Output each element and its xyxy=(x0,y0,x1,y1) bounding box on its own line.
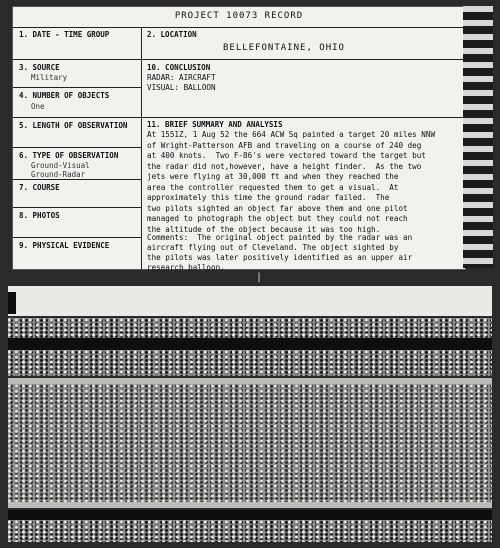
scan-noise-band xyxy=(8,350,492,376)
summary-line: area the controller requested them to get a visual. At xyxy=(147,182,399,192)
type-value-visual: Ground-Visual xyxy=(31,161,90,170)
row-divider xyxy=(13,207,141,208)
scan-dark-band xyxy=(8,510,492,520)
source-label: 3. SOURCE xyxy=(19,63,60,72)
record-title: PROJECT 10073 RECORD xyxy=(174,11,304,21)
scan-edge-strip xyxy=(463,6,493,268)
summary-line: managed to photograph the object but they could not reach xyxy=(147,214,408,223)
evidence-label: 9. PHYSICAL EVIDENCE xyxy=(19,241,110,250)
scan-artifact xyxy=(8,292,16,314)
row-divider xyxy=(141,117,465,118)
row-divider xyxy=(13,147,141,148)
scan-noise-band xyxy=(8,520,492,542)
conclusion-label: 10. CONCLUSION xyxy=(147,63,211,72)
objects-value: One xyxy=(31,102,45,111)
column-divider xyxy=(141,27,142,269)
source-value: Military xyxy=(31,73,68,82)
summary-line: approximately this time the ground radar failed. The xyxy=(147,193,390,202)
summary-line: of Wright-Patterson AFB and traveling on a course of 240 deg xyxy=(147,140,422,150)
summary-line: the radar did not,however, have a height finder. As the two xyxy=(147,161,422,171)
summary-label: 11. BRIEF SUMMARY AND ANALYSIS xyxy=(147,120,283,129)
conclusion-visual: VISUAL: BALLOON xyxy=(147,83,216,92)
conclusion-radar: RADAR: AIRCRAFT xyxy=(147,73,216,82)
date-label: 1. DATE - TIME GROUP xyxy=(19,30,110,39)
scan-noise-band xyxy=(8,318,492,338)
comments-line: the pilots was later positively identified as an upper air xyxy=(147,253,413,262)
summary-line: the altitude of the object because it was too high. xyxy=(147,224,381,234)
summary-line: at 400 knots. Two F-86's were vectored toward the target but xyxy=(147,151,426,160)
row-divider xyxy=(13,59,141,60)
comments-line: aircraft flying out of Cleveland. The object sighted by xyxy=(147,243,399,252)
row-divider xyxy=(13,117,141,118)
row-divider xyxy=(13,87,141,88)
row-divider xyxy=(13,179,141,180)
scan-dark-band xyxy=(8,338,492,350)
comments-line: Comments: The original object painted by the radar was an xyxy=(147,233,413,242)
row-divider xyxy=(13,237,141,238)
course-label: 7. COURSE xyxy=(19,183,60,192)
scan-blank-band xyxy=(8,286,492,316)
row-divider xyxy=(13,27,141,28)
location-label: 2. LOCATION xyxy=(147,30,197,39)
length-label: 5. LENGTH OF OBSERVATION xyxy=(19,121,128,130)
type-value-radar: Ground-Radar xyxy=(31,170,86,179)
summary-line: two pilots sighted an object far above them and one pilot xyxy=(147,203,408,213)
type-label: 6. TYPE OF OBSERVATION xyxy=(19,151,119,160)
summary-line: jets were flying at 30,000 ft and when they reached the xyxy=(147,172,399,181)
page-tick-mark: | xyxy=(256,272,263,283)
location-value: BELLEFONTAINE, OHIO xyxy=(223,43,345,53)
row-divider xyxy=(141,27,465,28)
objects-label: 4. NUMBER OF OBJECTS xyxy=(19,91,110,100)
row-divider xyxy=(141,59,465,60)
photos-label: 8. PHOTOS xyxy=(19,211,60,220)
scan-noise-band xyxy=(8,384,492,502)
summary-line: At 1551Z, 1 Aug 52 the 664 ACW Sq painted a target 20 miles NNW xyxy=(147,130,436,139)
comments-line: research balloon. xyxy=(147,263,225,272)
record-card xyxy=(12,6,466,270)
